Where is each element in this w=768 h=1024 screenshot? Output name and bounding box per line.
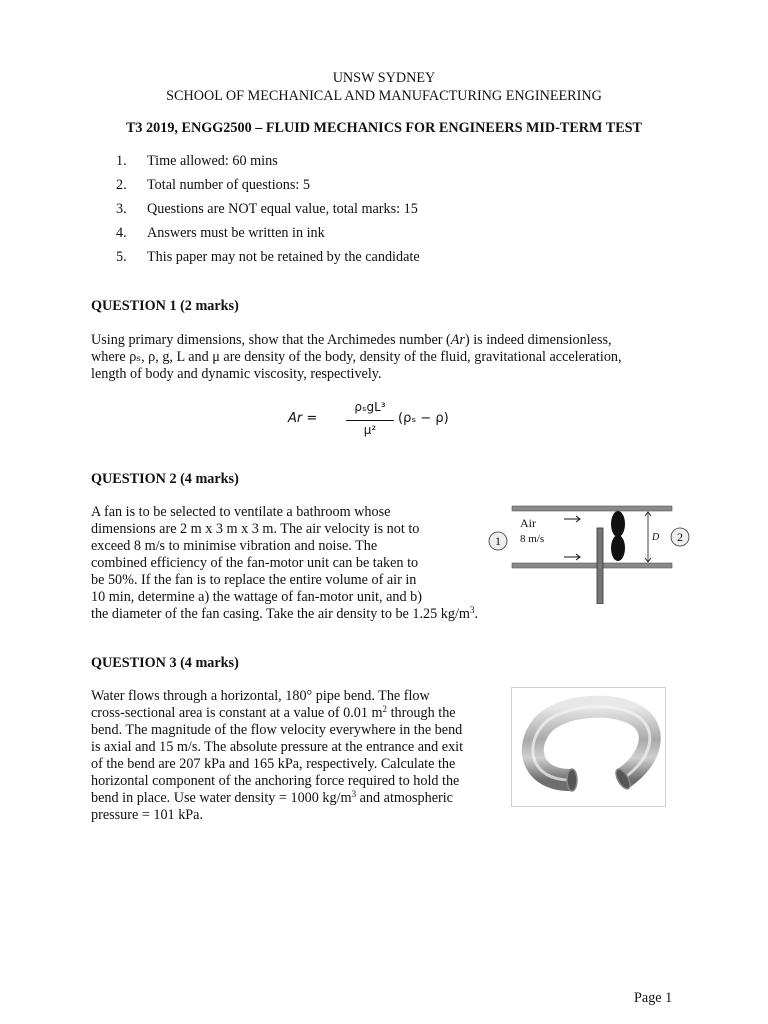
question-1-text bbox=[91, 332, 677, 383]
q1-text-part: Using primary dimensions, show that the Archimedes number ( bbox=[91, 332, 451, 348]
q3-line: Water flows through a horizontal, 180° pipe bend. The flow bbox=[91, 688, 430, 704]
page-number: Page 1 bbox=[634, 990, 673, 1006]
question-1-heading: QUESTION 1 (2 marks) bbox=[91, 298, 239, 314]
instruction-number: 2. bbox=[116, 177, 127, 193]
q2-line: 10 min, determine a) the wattage of fan-motor unit, and b) bbox=[91, 589, 422, 605]
q2-last-line bbox=[91, 606, 478, 623]
point-1-label: 1 bbox=[495, 534, 501, 548]
instruction-text: Time allowed: 60 mins bbox=[147, 153, 278, 169]
instruction-text: Answers must be written in ink bbox=[147, 225, 325, 241]
q1-line: where ρₛ, ρ, g, L and μ are density of the body, density of the fluid, gravitational acceleration, bbox=[91, 349, 622, 365]
archimedes-equation bbox=[288, 400, 488, 444]
fan-duct-diagram bbox=[484, 500, 698, 604]
exam-title: T3 2019, ENGG2500 – FLUID MECHANICS FOR ENGINEERS MID-TERM TEST bbox=[125, 120, 643, 136]
q1-line bbox=[91, 332, 677, 349]
q3-superscript: 2 bbox=[382, 704, 388, 714]
q3-text-part: cross-sectional area is constant at a value of 0.01 m bbox=[91, 705, 383, 721]
diameter-label: D bbox=[652, 532, 660, 543]
pipe-bend-image bbox=[512, 688, 665, 806]
q2-line: exceed 8 m/s to minimise vibration and noise. The bbox=[91, 538, 378, 554]
point-2-label: 2 bbox=[677, 530, 683, 544]
equation-denominator: μ² bbox=[363, 423, 377, 437]
q2-line: combined efficiency of the fan-motor unit can be taken to bbox=[91, 555, 419, 571]
question-3-heading: QUESTION 3 (4 marks) bbox=[91, 655, 239, 671]
instruction-number: 1. bbox=[116, 153, 127, 169]
air-label: Air bbox=[520, 516, 536, 530]
question-3-text bbox=[91, 688, 501, 824]
fan-blade-top bbox=[611, 511, 625, 537]
q2-line: dimensions are 2 m x 3 m x 3 m. The air velocity is not to bbox=[91, 521, 420, 537]
duct-top-wall bbox=[512, 506, 672, 511]
q1-variable: Ar bbox=[450, 332, 465, 348]
equation-numerator: ρₛgL³ bbox=[354, 400, 386, 414]
fan-support-post bbox=[597, 528, 603, 604]
fraction-bar bbox=[346, 420, 394, 421]
q1-text-part: ) is indeed dimensionless, bbox=[464, 332, 612, 348]
pipe-opening-left bbox=[567, 769, 577, 791]
q1-line: length of body and dynamic viscosity, respectively. bbox=[91, 366, 382, 382]
q3-text-part: bend in place. Use water density = 1000 kg/m bbox=[91, 790, 352, 806]
duct-bottom-wall bbox=[512, 563, 672, 568]
q2-text-part: . bbox=[474, 606, 478, 622]
pipe-bend-photo bbox=[511, 687, 666, 807]
instruction-text: Total number of questions: 5 bbox=[147, 177, 310, 193]
q3-line bbox=[91, 790, 501, 807]
q3-text-part: through the bbox=[387, 705, 456, 721]
q2-superscript: 3 bbox=[469, 605, 475, 615]
q3-line bbox=[91, 705, 501, 722]
q3-line: pressure = 101 kPa. bbox=[91, 807, 204, 823]
q3-superscript: 3 bbox=[351, 789, 357, 799]
q3-line: bend. The magnitude of the flow velocity everywhere in the bend bbox=[91, 722, 463, 738]
q3-line: of the bend are 207 kPa and 165 kPa, respectively. Calculate the bbox=[91, 756, 456, 772]
question-2-heading: QUESTION 2 (4 marks) bbox=[91, 471, 239, 487]
q3-line: horizontal component of the anchoring force required to hold the bbox=[91, 773, 460, 789]
q3-line: is axial and 15 m/s. The absolute pressure at the entrance and exit bbox=[91, 739, 464, 755]
instruction-number: 5. bbox=[116, 249, 127, 265]
air-speed-label: 8 m/s bbox=[520, 533, 545, 545]
equation-lhs: Ar = bbox=[288, 411, 318, 426]
fan-blade-bottom bbox=[611, 535, 625, 561]
q2-line: be 50%. If the fan is to replace the entire volume of air in bbox=[91, 572, 417, 588]
equation-tail: (ρₛ − ρ) bbox=[398, 411, 449, 426]
q3-text-part: and atmospheric bbox=[356, 790, 453, 806]
university-name: UNSW SYDNEY bbox=[332, 70, 436, 86]
q2-text-part: the diameter of the fan casing. Take the air density to be 1.25 kg/m bbox=[91, 606, 470, 622]
school-name: SCHOOL OF MECHANICAL AND MANUFACTURING ENGINEERING bbox=[166, 88, 602, 104]
instruction-number: 3. bbox=[116, 201, 127, 217]
instruction-text: Questions are NOT equal value, total marks: 15 bbox=[147, 201, 418, 217]
instruction-number: 4. bbox=[116, 225, 127, 241]
instruction-text: This paper may not be retained by the candidate bbox=[147, 249, 420, 265]
q2-line: A fan is to be selected to ventilate a bathroom whose bbox=[91, 504, 391, 520]
question-2-text bbox=[91, 504, 465, 606]
